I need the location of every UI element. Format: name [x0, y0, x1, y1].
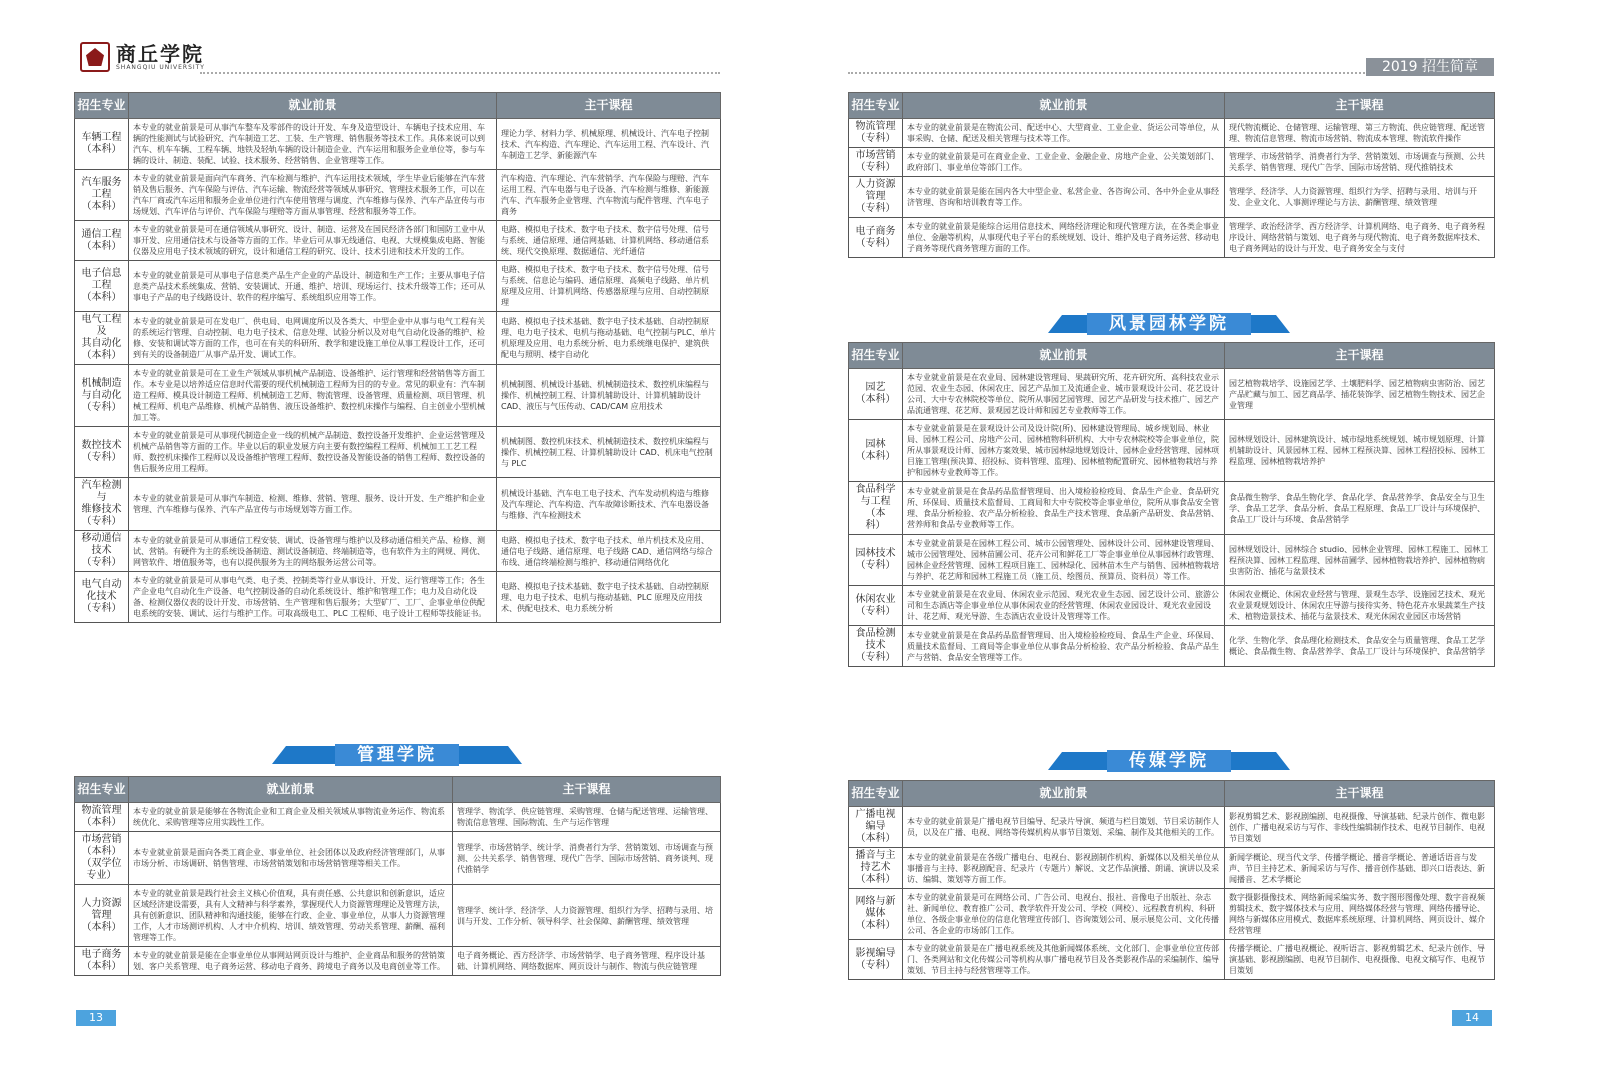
- courses-cell: 管理学、政治经济学、西方经济学、计算机网络、电子商务、电子商务程序设计、网络营销与策划、电子商务与现代物流、电子商务数据库技术、电子商务网站的设计与开发、电子商务安全与支付: [1225, 218, 1495, 258]
- prospect-cell: 本专业的就业前景是践行社会主义核心价值观，具有责任感、公共意识和创新意识，适应区域经济建设需要，具有人文精神与科学素养，掌握现代人力资源管理理论及管理方法，具有创新意识、团队精神和沟通技能，能够在行政、企业、事业单位，从事人力资源管理工作，人才市场测评机构、人才中介机构、培训、绩效管理、劳动关系管理、薪酬、福利管理等工作。: [129, 885, 453, 947]
- prospect-cell: 本专业的就业前景是可从事电子信息类产品生产企业的产品设计、制造和生产工作；主要从事电子信息类产品技术系统集成、营销、安装调试、开通、维护、培训、现场运行、技术升级等工作；还可从事电子产品的电子线路设计、软件的程序编写、系统组织应用等工作。: [129, 261, 497, 312]
- major-cell: 电子信息 工程 （本科）: [75, 261, 129, 312]
- table-row: [849, 848, 1495, 889]
- header-courses: 主干课程: [1225, 781, 1495, 807]
- header-courses: 主干课程: [1225, 343, 1495, 369]
- prospect-cell: 本专业就业前景是在园林工程公司、城市公园管理处、园林设计公司、园林建设管理局、城市公园管理处、园林苗圃公司、花卉公司和鲜花工厂等企事业单位从事园林行政管理、园林企业经营管理、园林工程项目施工、园林绿化、园林苗木生产与销售、园林植物栽培与养护、花艺师和园林工程施工员（施工员、绘图员、预算员、资料员）等工作。: [903, 535, 1225, 586]
- prospect-cell: 本专业的就业前景是在广播电视系统及其他新闻媒体系统、文化部门、企事业单位宣传部门、各类网站和文化传媒公司等机构从事广播电视节目及各类影视作品的采编制作、编导策划、节目主持与经营管理等工作。: [903, 940, 1225, 980]
- major-cell: 市场营销 （专科）: [849, 148, 903, 177]
- prospect-cell: 本专业的就业前景是可从事现代制造企业一线的机械产品制造、数控设备开发维护、企业运营管理及机械产品销售等方面的工作。毕业以后的职业发展方向主要有数控编程工程师、机械加工工艺工程师、数控机床操作工程师以及设备维护管理工程师、数控设备及智能设备的销售工程师、数控设备的售后服务应用工程师。: [129, 427, 497, 478]
- major-cell: 物流管理 （本科）: [75, 803, 129, 832]
- section-title: 管理学院: [335, 744, 459, 766]
- table-management: [74, 776, 721, 976]
- table-row: [75, 170, 721, 221]
- header-major: 招生专业: [849, 781, 903, 807]
- courses-cell: 机械制图、机械设计基础、机械制造技术、数控机床编程与操作、机械控制工程、计算机辅助设计、计算机辅助设计 CAD、液压与气压传动、CAD/CAM 应用技术: [497, 365, 721, 427]
- prospect-cell: 本专业的就业前景是能综合运用信息技术、网络经济理论和现代管理方法，在各类企事业单位、金融等机构，从事现代电子平台的系统规划、设计、维护及电子商务运营、移动电子商务等现代商务管理方面的工作。: [903, 218, 1225, 258]
- courses-cell: 理论力学、材料力学、机械原理、机械设计、汽车电子控制技术、汽车构造、汽车理论、汽车运用工程、汽车设计、汽车制造工艺学、新能源汽车: [497, 119, 721, 170]
- courses-cell: 食品微生物学、食品生物化学、食品化学、食品营养学、食品安全与卫生学、食品工艺学、食品分析、食品工程原理、食品工厂设计与环境保护、食品工厂设计与环境、食品营销学: [1225, 482, 1495, 535]
- major-cell: 市场营销 （本科） （双学位专业）: [75, 832, 129, 885]
- major-cell: 数控技术 （专科）: [75, 427, 129, 478]
- table-row: [849, 148, 1495, 177]
- prospect-cell: 本专业就业前景是在食品药品监督管理局、出入境检验检疫局、食品生产企业、环保局、质量技术监督局、工商局等企事业单位从事食品分析检验、农产品分析检验、食品产品生产与营销、食品安全管理等工作。: [903, 626, 1225, 667]
- logo-chinese: 商丘学院: [116, 41, 204, 66]
- courses-cell: 机械制图、数控机床技术、机械制造技术、数控机床编程与操作、机械控制工程、计算机辅助设计 CAD、机床电气控制与 PLC: [497, 427, 721, 478]
- table-row: [75, 832, 721, 885]
- major-cell: 食品检测 技术 （专科）: [849, 626, 903, 667]
- courses-cell: 园林规划设计、园林综合 studio、园林企业管理、园林工程施工、园林工程预决算、园林工程监理、园林苗圃学、园林植物栽培养护、园林植物病虫害防治、插花与盆景技术: [1225, 535, 1495, 586]
- header-major: 招生专业: [849, 93, 903, 119]
- prospect-cell: 本专业就业前景是在景观设计公司及设计院(所)、园林建设管理局、城乡规划局、林业局、园林工程公司、房地产公司、园林植物科研机构、大中专农林院校等企事业单位，院所从事景观设计师、园林方案效果、城市园林绿地规划设计、园林企业经营管理、园林项目施工管理(预决算、招投标、资料管理、监理)、园林植物配置研究、园林植物栽培与养护和园林专业教师等工作。: [903, 420, 1225, 482]
- table-row: [75, 478, 721, 531]
- prospect-cell: 本专业的就业前景是可从事汽车整车及零部件的设计开发、车身及造型设计、车辆电子技术应用、车辆的性能测试与试验研究、汽车制造工艺、工装、生产管理、销售服务等技术工作。具体来说可以到汽车、机车车辆、工程车辆、地铁及轻轨车辆的设计制造企业、汽车运用和服务企业单位等，参与车辆的设计、制造、装配、试验、技术服务、经营销售、企业管理等工作。: [129, 119, 497, 170]
- table-row: [75, 531, 721, 572]
- major-cell: 移动通信 技术 （专科）: [75, 531, 129, 572]
- brochure-title: 2019 招生简章: [1366, 58, 1494, 76]
- table-row: [849, 482, 1495, 535]
- prospect-cell: 本专业的就业前景是可在商业企业、工业企业、金融企业、房地产企业、公关策划部门、政府部门、事业单位等部门工作。: [903, 148, 1225, 177]
- courses-cell: 新闻学概论、现当代文学、传播学概论、播音学概论、普通话语音与发声、节目主持艺术、新闻采访与写作、播音创作基础、即兴口语表达、新闻播音、艺术学概论: [1225, 848, 1495, 889]
- table-row: [75, 427, 721, 478]
- major-cell: 园林技术 （专科）: [849, 535, 903, 586]
- table-row: [75, 221, 721, 261]
- table-row: [849, 218, 1495, 258]
- header-prospect: 就业前景: [903, 93, 1225, 119]
- section-banner-landscape: [1048, 313, 1290, 335]
- courses-cell: 电路、模拟电子技术、数字电子技术、数字信号处理、信号与系统、信息论与编码、通信原理、高频电子线路、单片机原理及应用、计算机网络、传感器原理与应用、自动控制原理: [497, 261, 721, 312]
- major-cell: 车辆工程 （本科）: [75, 119, 129, 170]
- table-engineering: [74, 92, 721, 623]
- major-cell: 网络与新 媒体 （本科）: [849, 889, 903, 940]
- courses-cell: 管理学、统计学、经济学、人力资源管理、组织行为学、招聘与录用、培训与开发、工作分析、领导科学、社会保障、薪酬管理、绩效管理: [453, 885, 721, 947]
- logo-english: SHANGQIU UNIVERSITY: [116, 63, 205, 71]
- courses-cell: 汽车构造、汽车理论、汽车营销学、汽车保险与理赔、汽车运用工程、汽车电器与电子设备、汽车检测与维修、新能源汽车、汽车服务企业管理、汽车物流与配件管理、汽车电子商务: [497, 170, 721, 221]
- header-prospect: 就业前景: [129, 93, 497, 119]
- header-prospect: 就业前景: [129, 777, 453, 803]
- table-media: [848, 780, 1495, 980]
- major-cell: 人力资源 管理 （本科）: [75, 885, 129, 947]
- prospect-cell: 本专业的就业前景是广播电视节目编导、纪录片导演、频道与栏目策划、节目采访制作人员，以及在广播、电视、网络等传媒机构从事节目策划、采编、制作及其他相关的工作。: [903, 807, 1225, 848]
- courses-cell: 电路、模拟电子技术、数字电子技术、数字信号处理、信号与系统、通信原理、通信网基础、计算机网络、移动通信系统、现代交换原理、数据通信、光纤通信: [497, 221, 721, 261]
- page-number: 13: [76, 1010, 116, 1026]
- courses-cell: 机械设计基础、汽车电工电子技术、汽车发动机构造与维修及汽车理论、汽车构造、汽车故障诊断技术、汽车电器设备与维修、汽车检测技术: [497, 478, 721, 531]
- courses-cell: 园林规划设计、园林建筑设计、城市绿地系统规划、城市规划原理、计算机辅助设计、风景园林工程、园林工程预决算、园林工程招投标、园林工程监理、园林植物栽培养护: [1225, 420, 1495, 482]
- prospect-cell: 本专业就业前景是在农业局、园林建设管理局、果蔬研究所、花卉研究所、高科技农业示范园、农业生态园、休闲农庄、园艺产品加工及流通企业、城市景观设计公司、花艺设计公司、大中专农林院校等单位、院所从事园艺园管理、园艺产品研发与技术推广、园艺产品流通管理、花艺师、景观园艺设计师和园艺专业教师等工作。: [903, 369, 1225, 420]
- prospect-cell: 本专业的就业前景是面向汽车商务、汽车检测与维护、汽车运用技术领域，学生毕业后能够在汽车营销及售后服务、汽车保险与评估、汽车运输、物流经营等领域从事研究、管理技术服务工作，可以在汽车厂商或汽车运用和服务企业单位进行汽车使用管理与调度、汽车维修与保养、汽车产品宣传与市场规划、汽车评估与评价、汽车保险与理赔等方面从事管理、经营和服务等工作。: [129, 170, 497, 221]
- prospect-cell: 本专业的就业前景是能在国内各大中型企业、私营企业、各咨询公司、各中外企业从事经济管理、咨询和培训教育等工作。: [903, 177, 1225, 218]
- prospect-cell: 本专业的就业前景是可在工业生产领域从事机械产品制造、设备维护、运行管理和经营销售等方面工作。本专业是以培养适应信息时代需要的现代机械制造工程师为目的的专业。常见的职业有：汽车制造工程师、模具设计制造工程师、机械制造工艺师、物流管理、设备管理、质量检测、项目管理、机械工程师、机电产品维修、机械产品销售、液压设备维护、数控机床操作与编程、自主创业小型机械加工等。: [129, 365, 497, 427]
- courses-cell: 管理学、市场营销学、统计学、消费者行为学、营销策划、市场调查与预测、公共关系学、销售管理、现代广告学、国际市场营销、商务谈判、现代推销学: [453, 832, 721, 885]
- major-cell: 休闲农业 （专科）: [849, 586, 903, 626]
- university-logo: [80, 42, 205, 72]
- prospect-cell: 本专业就业前景是面向各类工商企业、事业单位、社会团体以及政府经济管理部门，从事市场分析、市场调研、销售管理、市场营销策划和市场营销管理等相关工作。: [129, 832, 453, 885]
- prospect-cell: 本专业的就业前景是可在发电厂、供电局、电网调度所以及各类大、中型企业中从事与电气工程有关的系统运行管理、自动控制、电力电子技术、信息处理、试验分析以及对电气自动化设备的维护、检修、安装和调试等方面的工作，也可在有关的科研所、教学和建设施工单位从事工程设计工作，还可到有关的设备制造厂从事产品开发、调试工作。: [129, 312, 497, 365]
- major-cell: 园林 （本科）: [849, 420, 903, 482]
- prospect-cell: 本专业的就业前景是可从事汽车制造、检测、维修、营销、管理、服务、设计开发、生产维护和企业管理、汽车维修与保养、汽车产品宣传与市场规划等方面工作。: [129, 478, 497, 531]
- courses-cell: 管理学、经济学、人力资源管理、组织行为学、招聘与录用、培训与开发、企业文化、人事测评理论与方法、薪酬管理、绩效管理: [1225, 177, 1495, 218]
- table-row: [849, 369, 1495, 420]
- table-row: [75, 572, 721, 623]
- courses-cell: 园艺植物栽培学、设施园艺学、土壤肥料学、园艺植物病虫害防治、园艺产品贮藏与加工、园艺商品学、插花装饰学、园艺植物生物技术、园艺企业管理: [1225, 369, 1495, 420]
- major-cell: 汽车服务 工程 （本科）: [75, 170, 129, 221]
- courses-cell: 化学、生物化学、食品理化检测技术、食品安全与质量管理、食品工艺学概论、食品微生物、食品营养学、食品工厂设计与环境保护、食品营销学: [1225, 626, 1495, 667]
- major-cell: 电气工程及 其自动化 （本科）: [75, 312, 129, 365]
- major-cell: 人力资源 管理 （专科）: [849, 177, 903, 218]
- table-row: [849, 889, 1495, 940]
- courses-cell: 电路、模拟电子技术、数字电子技术、单片机技术及应用、通信电子线路、通信原理、电子线路 CAD、通信网络与综合布线、通信终端检测与维护、移动通信网络优化: [497, 531, 721, 572]
- courses-cell: 数字摄影摄像技术、网络新闻采编实务、数字图形图像处理、数字音视频剪辑技术、数字媒体技术与应用、网络媒体经营与管理、网络传播导论、网络与新媒体应用模式、数据库系统原理、计算机网络、网页设计、媒介经营管理: [1225, 889, 1495, 940]
- section-banner-mgmt: [272, 744, 522, 766]
- major-cell: 机械制造 与自动化 （专科）: [75, 365, 129, 427]
- header-major: 招生专业: [849, 343, 903, 369]
- table-row: [849, 586, 1495, 626]
- prospect-cell: 本专业的就业前景是可在通信领域从事研究、设计、制造、运营及在国民经济各部门和国防工业中从事开发、应用通信技术与设备等方面的工作。毕业后可从事无线通信、电视、大规模集成电路、智能仪器及应用电子技术领域的研究，设计和通信工程的研究、设计、技术引进和技术开发的工作。: [129, 221, 497, 261]
- section-banner-media: [1048, 750, 1290, 772]
- major-cell: 电子商务 （本科）: [75, 947, 129, 976]
- header-major: 招生专业: [75, 93, 129, 119]
- courses-cell: 管理学、物流学、供应链管理、采购管理、仓储与配送管理、运输管理、物流信息管理、国际物流、生产与运作管理: [453, 803, 721, 832]
- major-cell: 影视编导 （专科）: [849, 940, 903, 980]
- header-prospect: 就业前景: [903, 781, 1225, 807]
- section-title: 传媒学院: [1107, 750, 1231, 772]
- prospect-cell: 本专业的就业前景是在物流公司、配送中心、大型商业、工业企业、货运公司等单位，从事采购、仓储、配送及相关管理与技术等工作。: [903, 119, 1225, 148]
- header-prospect: 就业前景: [903, 343, 1225, 369]
- courses-cell: 现代物流概论、仓储管理、运输管理、第三方物流、供应链管理、配送管理、物流信息管理、物流市场营销、物流成本管理、物流软件操作: [1225, 119, 1495, 148]
- table-row: [849, 420, 1495, 482]
- prospect-cell: 本专业的就业前景是在各级广播电台、电视台、影视剧制作机构、新媒体以及相关单位从事播音与主持、影视剧配音、纪录片（专题片）解说、文艺作品演播、朗诵、演讲以及采访、编辑、策划等方面工作。: [903, 848, 1225, 889]
- table-row: [75, 312, 721, 365]
- header-courses: 主干课程: [497, 93, 721, 119]
- prospect-cell: 本专业的就业前景是可从事通信工程安装、调试、设备管理与维护以及移动通信相关产品、检修、测试、营销。有硬件为主的系统设备制造、测试设备制造、终端制造等，也有软件为主的网规、网优、网管软件、增值服务等，也有以提供服务为主的网络服务运营公司等。: [129, 531, 497, 572]
- header-divider: [848, 72, 1368, 74]
- header-divider: [200, 72, 720, 74]
- table-row: [849, 940, 1495, 980]
- right-page: [800, 0, 1600, 1085]
- courses-cell: 传播学概论、广播电视概论、视听语言、影视剪辑艺术、纪录片创作、导演基础、影视剧编剧、电视节目制作、电视摄像、电视文稿写作、电视节目策划: [1225, 940, 1495, 980]
- courses-cell: 管理学、市场营销学、消费者行为学、营销策划、市场调查与预测、公共关系学、销售管理、现代广告学、国际市场营销、现代推销技术: [1225, 148, 1495, 177]
- prospect-cell: 本专业的就业前景是能够在各物流企业和工商企业及相关领域从事物流业务运作、物流系统优化、采购管理等应用实践性工作。: [129, 803, 453, 832]
- major-cell: 园艺 （本科）: [849, 369, 903, 420]
- header-major: 招生专业: [75, 777, 129, 803]
- section-title: 风景园林学院: [1087, 313, 1251, 335]
- crest-icon: [80, 42, 110, 72]
- table-row: [849, 626, 1495, 667]
- prospect-cell: 本专业的就业前景是能在企事业单位从事网站网页设计与维护、企业商品和服务的营销策划、客户关系管理、电子商务运营、移动电子商务、跨境电子商务以及电商创业等工作。: [129, 947, 453, 976]
- header-courses: 主干课程: [1225, 93, 1495, 119]
- table-row: [75, 261, 721, 312]
- courses-cell: 电路、模拟电子技术基础、数字电子技术基础、自动控制原理、电力电子技术、电机与拖动基础、PLC 原理及应用技术、供配电技术、电力系统分析: [497, 572, 721, 623]
- major-cell: 汽车检测与 维修技术 （专科）: [75, 478, 129, 531]
- major-cell: 食品科学 与工程（本 科）: [849, 482, 903, 535]
- table-row: [75, 119, 721, 170]
- table-landscape: [848, 342, 1495, 667]
- prospect-cell: 本专业的就业前景是可在网络公司、广告公司、电视台、报社、音像电子出版社、杂志社、新闻单位、教育推广公司、教学软件开发公司、学校（网校）、远程教育机构、科研单位、各级企事业单位的信息化管理宣传部门、咨询策划公司、展示展览公司、文化传播公司、各企业的市场部门工作。: [903, 889, 1225, 940]
- table-row: [849, 119, 1495, 148]
- table-row: [75, 885, 721, 947]
- courses-cell: 影视剪辑艺术、影视剧编剧、电视摄像、导演基础、纪录片创作、微电影创作、广播电视采访与写作、非线性编辑制作技术、电视节目制作、电视节目策划: [1225, 807, 1495, 848]
- prospect-cell: 本专业就业前景是在农业局、休闲农业示范园、观光农业生态园、园艺设计公司、旅游公司和生态酒店等企事业单位从事休闲农业的经营管理、休闲农业园设计、观光农业园设计、花艺师、观光导游、生态酒店农业设计及管理等工作。: [903, 586, 1225, 626]
- table-row: [849, 177, 1495, 218]
- table-row: [75, 947, 721, 976]
- table-row: [75, 803, 721, 832]
- major-cell: 播音与主 持艺术 （本科）: [849, 848, 903, 889]
- major-cell: 电子商务 （专科）: [849, 218, 903, 258]
- table-row: [849, 535, 1495, 586]
- prospect-cell: 本专业就业前景是在食品药品监督管理局、出入境检验检疫局、食品生产企业、食品研究所、环保局、质量技术监督局、工商局和大中专院校等企事业单位，院所从事食品安全管理、食品分析检验、农产品分析检验、食品生产技术管理、食品新产品研发、食品营销、营养师和食品专业教师等工作。: [903, 482, 1225, 535]
- table-mgmt-vocational: [848, 92, 1495, 258]
- courses-cell: 电子商务概论、西方经济学、市场营销学、电子商务管理、程序设计基础、计算机网络、网络数据库、网页设计与制作、物流与供应链管理: [453, 947, 721, 976]
- major-cell: 通信工程 （本科）: [75, 221, 129, 261]
- courses-cell: 休闲农业概论、休闲农业经营与管理、景观生态学、设施园艺技术、观光农业景观规划设计、休闲农庄导游与接待实务、特色花卉水果蔬菜生产技术、植物造景技术、插花与盆景技术、观光休闲农业园区市场营销: [1225, 586, 1495, 626]
- header-courses: 主干课程: [453, 777, 721, 803]
- major-cell: 电气自动 化技术 （专科）: [75, 572, 129, 623]
- table-row: [849, 807, 1495, 848]
- courses-cell: 电路、模拟电子技术基础、数字电子技术基础、自动控制原理、电力电子技术、电机与拖动基础、电气控制与PLC、单片机原理及应用、电力系统分析、电力系统继电保护、建筑供配电与照明、楼宇自动化: [497, 312, 721, 365]
- table-row: [75, 365, 721, 427]
- prospect-cell: 本专业的就业前景是可从事电气类、电子类、控制类等行业从事设计、开发、运行管理等工作；各生产企业电气自动化生产设备、电气控制设备的自动化系统设计、维护和管理工作；电力及自动化设备、检测仪器仪表的设计开发、市场营销、生产管理和售后服务；大型矿厂、工厂、企事业单位供配电系统的安装、调试、运行与维护工作。可取高级电工、PLC 工程师、电子设计工程师等技能证书。: [129, 572, 497, 623]
- major-cell: 广播电视 编导 （本科）: [849, 807, 903, 848]
- page-number: 14: [1452, 1010, 1492, 1026]
- major-cell: 物流管理 （专科）: [849, 119, 903, 148]
